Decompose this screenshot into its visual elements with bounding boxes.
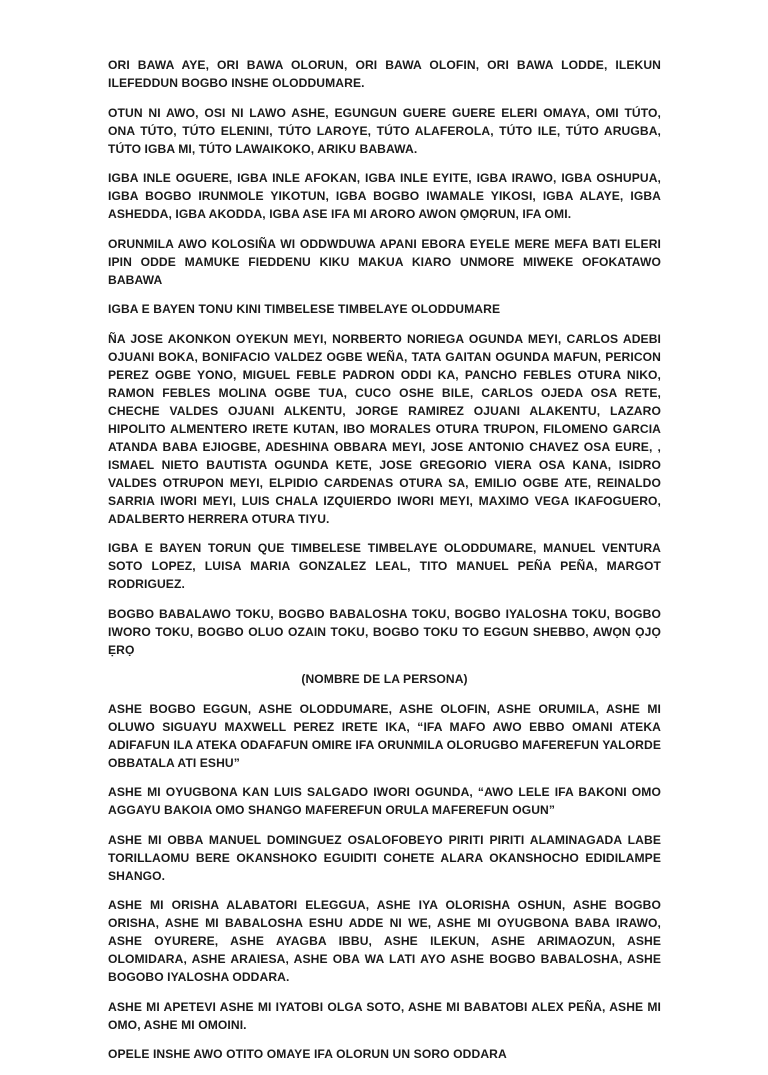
document-body	[108, 56, 661, 1075]
paragraph-6: ÑA JOSE AKONKON OYEKUN MEYI, NORBERTO NORIEGA OGUNDA MEYI, CARLOS ADEBI OJUANI BOKA, BONIFACIO VALDEZ OGBE WEÑA, TATA GAITAN OGUNDA MAFUN, PERICON PEREZ OGBE YONO, MIGUEL FEBLE PADRON ODDI KA, PANCHO FEBLES OTURA NIKO, RAMON FEBLES MOLINA OGBE TUA, CUCO OSHE BILE, CARLOS OJEDA OSA RETE, CHECHE VALDES OJUANI ALKENTU, JORGE RAMIREZ OJUANI ALAKENTU, LAZARO HIPOLITO ALMENTERO IRETE KUTAN, IBO MORALES OTURA TRUPON, FILOMENO GARCIA ATANDA BABA EJIOGBE, ADESHINA OBBARA MEYI, JOSE ANTONIO CHAVEZ OSA EURE, , ISMAEL NIETO BAUTISTA OGUNDA KETE, JOSE GREGORIO VIERA OSA KANA, ISIDRO VALDES OTRUPON MEYI, ELPIDIO CARDENAS OTURA SA, EMILIO OGBE ATE, REINALDO SARRIA IWORI MEYI, LUIS CHALA IZQUIERDO IWORI MEYI, MAXIMO VEGA IKAFOGUERO, ADALBERTO HERRERA OTURA TIYU.	[108, 331, 661, 526]
paragraph-15: OPELE INSHE AWO OTITO OMAYE IFA OLORUN UN SORO ODDARA	[108, 1047, 507, 1061]
paragraph-14: ASHE MI APETEVI ASHE MI IYATOBI OLGA SOTO, ASHE MI BABATOBI ALEX PEÑA, ASHE MI OMO, ASHE MI OMOINI.	[108, 999, 661, 1032]
paragraph-7: IGBA E BAYEN TORUN QUE TIMBELESE TIMBELAYE OLODDUMARE, MANUEL VENTURA SOTO LOPEZ, LUISA MARIA GONZALEZ LEAL, TITO MANUEL PEÑA PEÑA, MARGOT RODRIGUEZ.	[108, 541, 661, 591]
paragraph-10: ASHE BOGBO EGGUN, ASHE OLODDUMARE, ASHE OLOFIN, ASHE ORUMILA, ASHE MI OLUWO SIGUAYU MAXWELL PEREZ IRETE IKA, “IFA MAFO AWO EBBO OMANI ATEKA ADIFAFUN ILA ATEKA ODAFAFUN OMIRE IFA ORUNMILA OLORUGBO MAFEREFUN YALORDE OBBATALA ATI ESHU”	[108, 701, 661, 770]
paragraph-3: IGBA INLE OGUERE, IGBA INLE AFOKAN, IGBA INLE EYITE, IGBA IRAWO, IGBA OSHUPUA, IGBA BOGBO IRUNMOLE YIKOTUN, IGBA BOGBO IWAMALE YIKOSI, IGBA ALAYE, IGBA ASHEDDA, IGBA AKODDA, IGBA ASE IFA MI ARORO AWON ỌMỌRUN, IFA OMI.	[108, 171, 661, 221]
paragraph-1: ORI BAWA AYE, ORI BAWA OLORUN, ORI BAWA OLOFIN, ORI BAWA LODDE, ILEKUN ILEFEDDUN BOGBO INSHE OLODDUMARE.	[108, 58, 661, 90]
paragraph-4: ORUNMILA AWO KOLOSIÑA WI ODDWDUWA APANI EBORA EYELE MERE MEFA BATI ELERI IPIN ODDE MAMUKE FIEDDENU KIKU MAKUA KIARO UNMORE MIWEKE OFOKATAWO BABAWA	[108, 236, 661, 287]
paragraph-13: ASHE MI ORISHA ALABATORI ELEGGUA, ASHE IYA OLORISHA OSHUN, ASHE BOGBO ORISHA, ASHE MI BABALOSHA ESHU ADDE NI WE, ASHE MI OYUGBONA BABA IRAWO, ASHE OYURERE, ASHE AYAGBA IBBU, ASHE ILEKUN, ASHE ARIMAOZUN, ASHE OLOMIDARA, ASHE ARAIESA, ASHE OBA WA LATI AYO ASHE BOGBO BABALOSHA, ASHE BOGOBO IYALOSHA ODDARA.	[108, 898, 661, 984]
paragraph-9-person-name-placeholder: (NOMBRE DE LA PERSONA)	[301, 672, 468, 686]
paragraph-12: ASHE MI OBBA MANUEL DOMINGUEZ OSALOFOBEYO PIRITI PIRITI ALAMINAGADA LABE TORILLAOMU BERE OKANSHOKO EGUIDITI COHETE ALARA OKANSHOCHO EDIDILAMPE SHANGO.	[108, 832, 661, 883]
paragraph-11: ASHE MI OYUGBONA KAN LUIS SALGADO IWORI OGUNDA, “AWO LELE IFA BAKONI OMO AGGAYU BAKOIA OMO SHANGO MAFEREFUN ORULA MAFEREFUN OGUN”	[108, 785, 661, 817]
paragraph-8: BOGBO BABALAWO TOKU, BOGBO BABALOSHA TOKU, BOGBO IYALOSHA TOKU, BOGBO IWORO TOKU, BOGBO OLUO OZAIN TOKU, BOGBO TOKU TO EGGUN SHEBBO, AWỌN ỌJỌ ẸRỌ	[108, 606, 661, 657]
paragraph-2: OTUN NI AWO, OSI NI LAWO ASHE, EGUNGUN GUERE GUERE ELERI OMAYA, OMI TÚTO, ONA TÚTO, TÚTO ELENINI, TÚTO LAROYE, TÚTO ALAFEROLA, TÚTO ILE, TÚTO ARUGBA, TÚTO IGBA MI, TÚTO LAWAIKOKO, ARIKU BABAWA.	[108, 105, 661, 156]
paragraph-5: IGBA E BAYEN TONU KINI TIMBELESE TIMBELAYE OLODDUMARE	[108, 302, 501, 316]
